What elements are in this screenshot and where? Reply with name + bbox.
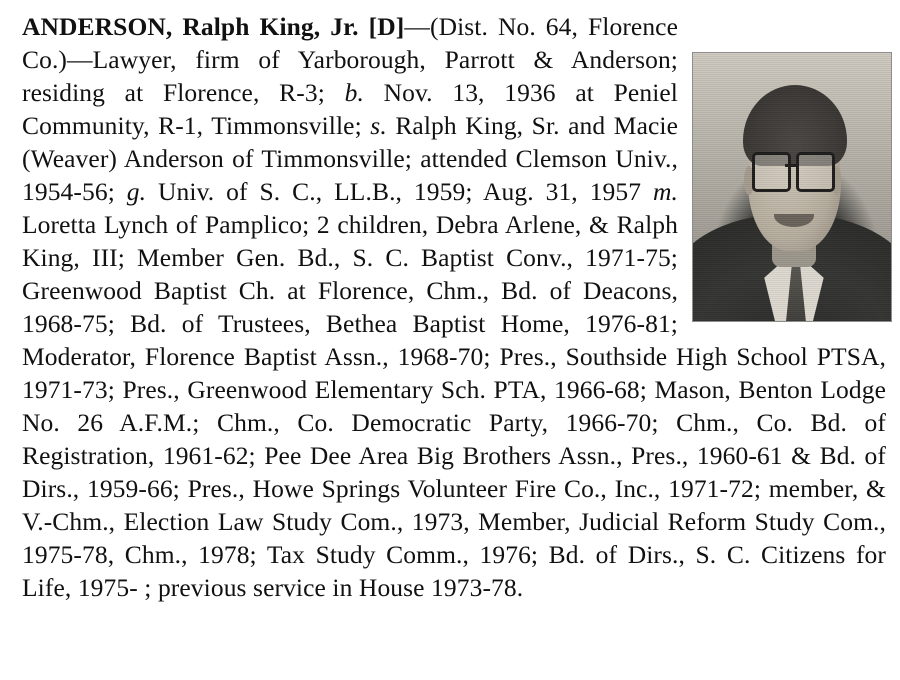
bio-segment-5: Ralph King, Sr. and Macie (Weaver) Anderson of Timmonsville; attended Clemson Univ., 1954-56; [22, 111, 679, 207]
portrait-photo [692, 52, 892, 322]
bio-segment-1: —(Dist. No. 64, Florence Co.)—Lawyer, firm of Yarborough, Parrott & Anderson; residing at Florence, R-3; [22, 12, 679, 108]
eyeglasses-bridge-icon [785, 164, 797, 167]
bio-segment-7: Univ. of S. C., LL.B., 1959; Aug. 31, 1957 [146, 177, 653, 207]
bio-segment-3: Nov. 13, 1936 at Peniel Community, R-1, Timmonsville; [22, 78, 678, 141]
bio-segment-6: g. [126, 177, 147, 207]
bio-segment-2: b. [344, 78, 364, 108]
bio-segment-8: m. [653, 177, 678, 207]
bio-segment-9: Loretta Lynch of Pamplico; 2 children, Debra Arlene, & Ralph King, III; Member Gen. Bd., S. C. Baptist Conv., 1971-75; Greenwood Baptist Ch. at Florence, Chm., Bd. of Deacons, 1968-75; Bd. of Trustees, Bethea Baptist Home, 1976-81; Moderator, Florence Baptist Assn., 1968-70; Pres., Southside High School PTSA, 1971-73; Pres., Greenwood Elementary Sch. PTA, 1966-68; Mason, Benton Lodge No. 26 A.F.M.; Chm., Co. Democratic Party, 1966-70; Chm., Co. Bd. of Registration, 1961-62; Pee Dee Area Big Brothers Assn., Pres., 1960-61 & Bd. of Dirs., 1959-66; Pres., Howe Springs Volunteer Fire Co., Inc., 1971-72; member, & V.-Chm., Election Law Study Com., 1973, Member, Judicial Reform Study Com., 1975-78, Chm., 1978; Tax Study Comm., 1976; Bd. of Dirs., S. C. Citizens for Life, 1975- ; previous service in House 1973-78. [22, 210, 886, 603]
eyeglasses-left-lens-icon [752, 152, 791, 192]
bio-segment-0: ANDERSON, Ralph King, Jr. [D] [22, 12, 405, 41]
bio-segment-4: s. [370, 111, 387, 141]
eyeglasses-right-lens-icon [796, 152, 835, 192]
